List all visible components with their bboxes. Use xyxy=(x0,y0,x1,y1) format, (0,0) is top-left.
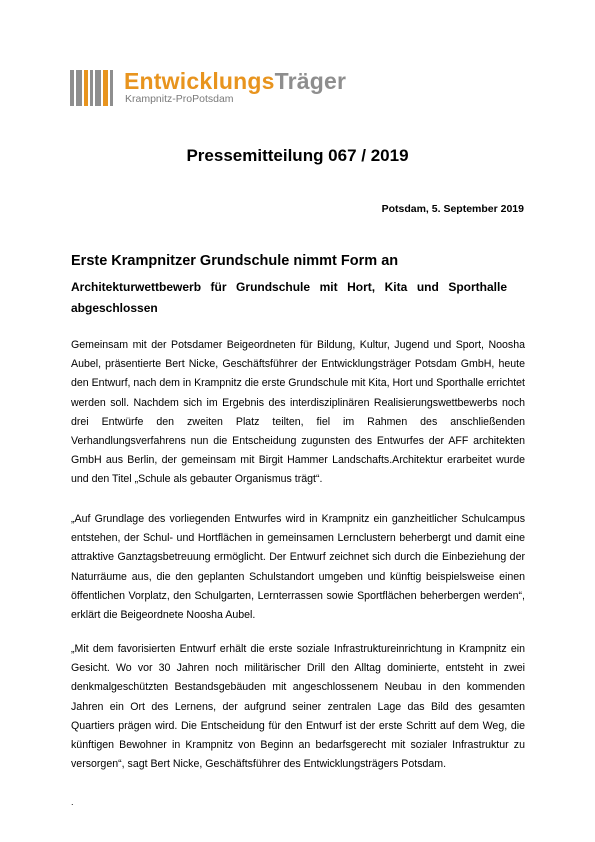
headline: Erste Krampnitzer Grundschule nimmt Form an xyxy=(71,253,399,269)
body-paragraph-1: Gemeinsam mit der Potsdamer Beigeordneten für Bildung, Kultur, Jugend und Sport, Noosha Aubel, präsentierte Bert Nicke, Geschäftsführer der Entwicklungsträger Potsdam GmbH, heute den Entwurf, nach dem in Krampnitz die erste Grundschule mit Kita, Hort und Sporthalle errichtet werden soll. Nachdem sich im Ergebnis des interdisziplinären Realisierungswettbewerbs noch drei Entwürfe den zweiten Platz teilten, fiel im Rahmen des anschließenden Verhandlungsverfahrens nun die Entscheidung zugunsten des Entwurfes der AFF architekten GmbH aus Berlin, der gemeinsam mit Birgit Hammer Landschafts.Architektur erarbeitet wurde und den Titel „Schule als gebauter Organismus trägt“. xyxy=(71,339,525,486)
logo-word-part2: Träger xyxy=(274,68,347,94)
subheadline: Architekturwettbewerb für Grundschule mit Hort, Kita und Sporthalle abgeschlossen xyxy=(71,280,507,315)
press-release-title: Pressemitteilung 067 / 2019 xyxy=(186,146,409,165)
logo-word-part1: Entwicklungs xyxy=(124,68,275,94)
company-logo xyxy=(70,70,390,110)
body-paragraph-3: „Mit dem favorisierten Entwurf erhält die erste soziale Infrastruktureinrichtung in Krampnitz ein Gesicht. Wo vor 30 Jahren noch militärischer Drill den Alltag dominierte, entsteht in zwei denkmalgeschützten Bestandsgebäuden mit angeschlossenem Neubau in den kommenden Jahren ein Ort des Lernens, der aufgrund seiner zentralen Lage das Bild des gesamten Quartiers prägen wird. Die Entscheidung für den Entwurf ist der erste Schritt auf dem Weg, die künftigen Bewohner in Krampnitz von Beginn an bedarfsgerecht mit sozialer Infrastruktur zu versorgen“, sagt Bert Nicke, Geschäftsführer des Entwicklungsträgers Potsdam. xyxy=(71,643,525,771)
logo-bars-icon xyxy=(70,70,118,106)
logo-subtitle: Krampnitz-ProPotsdam xyxy=(125,93,234,105)
trailing-mark: . xyxy=(71,797,74,807)
dateline: Potsdam, 5. September 2019 xyxy=(381,203,524,215)
body-paragraph-2: „Auf Grundlage des vorliegenden Entwurfes wird in Krampnitz ein ganzheitlicher Schulcampus entstehen, der Schul- und Hortflächen in gemeinsamen Lernclustern beherbergt und damit eine attraktive Ganztagsbetreuung ermöglicht. Der Entwurf zeichnet sich durch die Einbeziehung der Naturräume aus, die den geplanten Schulstandort umgeben und künftig beispielsweise einen öffentlichen Vorplatz, den Schulgarten, Lernterrassen sowie Sportflächen beherbergen werden“, erklärt die Beigeordnete Noosha Aubel. xyxy=(71,513,525,622)
logo-wordmark xyxy=(124,68,346,95)
